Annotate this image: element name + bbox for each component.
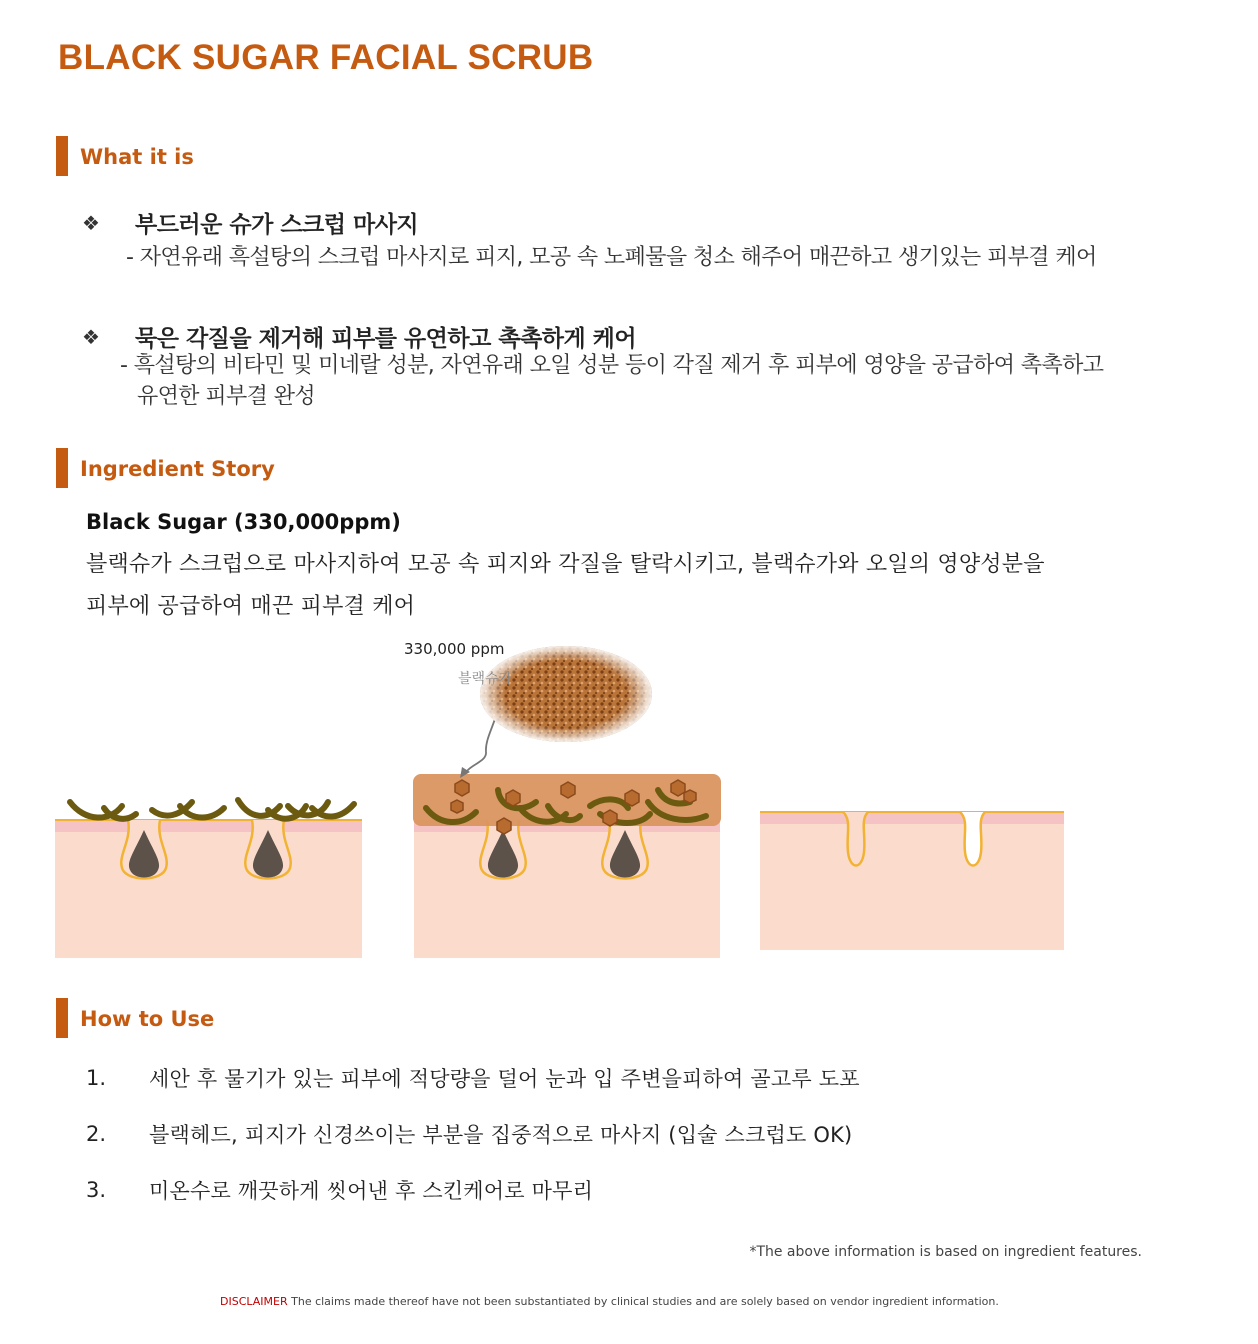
section-title-ingredient-story: Ingredient Story bbox=[80, 457, 275, 481]
skin-panel-before bbox=[55, 800, 362, 958]
page-title: BLACK SUGAR FACIAL SCRUB bbox=[58, 38, 594, 77]
diagram-sublabel: 블랙슈가 bbox=[458, 671, 513, 687]
sugar-pile-icon bbox=[480, 646, 652, 742]
step-number: 3. bbox=[86, 1178, 107, 1202]
bullet-diamond-icon: ❖ bbox=[82, 211, 100, 235]
step-number: 2. bbox=[86, 1122, 107, 1146]
step-text: 블랙헤드, 피지가 신경쓰이는 부분을 집중적으로 마사지 (입술 스크럽도 OK) bbox=[149, 1123, 853, 1147]
ingredient-name: Black Sugar (330,000ppm) bbox=[86, 510, 401, 534]
step-number: 1. bbox=[86, 1066, 107, 1090]
footnote: *The above information is based on ingredient features. bbox=[749, 1244, 1142, 1260]
bullet-text: - 흑설탕의 비타민 및 미네랄 성분, 자연유래 오일 성분 등이 각질 제거 후 피부에 영양을 공급하여 촉촉하고 bbox=[120, 353, 1104, 378]
section-title-how-to-use: How to Use bbox=[80, 1007, 215, 1031]
dead-skin-flake-icon bbox=[70, 800, 354, 819]
section-title-what-it-is: What it is bbox=[80, 145, 194, 169]
bullet-headline: 묵은 각질을 제거해 피부를 유연하고 촉촉하게 케어 bbox=[135, 326, 637, 352]
disclaimer-text: The claims made thereof have not been substantiated by clinical studies and are solely based on vendor ingredient information. bbox=[287, 1295, 999, 1308]
skin-scrub-diagram bbox=[0, 630, 1258, 970]
disclaimer bbox=[220, 1295, 999, 1308]
bullet-diamond-icon: ❖ bbox=[82, 325, 100, 349]
ingredient-description: 블랙슈가 스크럽으로 마사지하여 모공 속 피지와 각질을 탈락시키고, 블랙슈가와 오일의 영양성분을 bbox=[86, 552, 1045, 577]
ingredient-description: 피부에 공급하여 매끈 피부결 케어 bbox=[86, 594, 416, 619]
section-marker bbox=[56, 136, 68, 176]
step-text: 세안 후 물기가 있는 피부에 적당량을 덜어 눈과 입 주변을피하여 골고루 도포 bbox=[149, 1067, 860, 1091]
section-marker bbox=[56, 998, 68, 1038]
bullet-text: - 자연유래 흑설탕의 스크럽 마사지로 피지, 모공 속 노폐물을 청소 해주어 매끈하고 생기있는 피부결 케어 bbox=[126, 245, 1097, 270]
bullet-text: 유연한 피부결 완성 bbox=[137, 384, 316, 409]
skin-panel-after bbox=[760, 812, 1064, 950]
disclaimer-label: DISCLAIMER bbox=[220, 1295, 288, 1308]
section-marker bbox=[56, 448, 68, 488]
diagram-label: 330,000 ppm bbox=[404, 640, 505, 658]
bullet-headline: 부드러운 슈가 스크럽 마사지 bbox=[135, 212, 419, 238]
step-text: 미온수로 깨끗하게 씻어낸 후 스킨케어로 마무리 bbox=[149, 1179, 594, 1203]
